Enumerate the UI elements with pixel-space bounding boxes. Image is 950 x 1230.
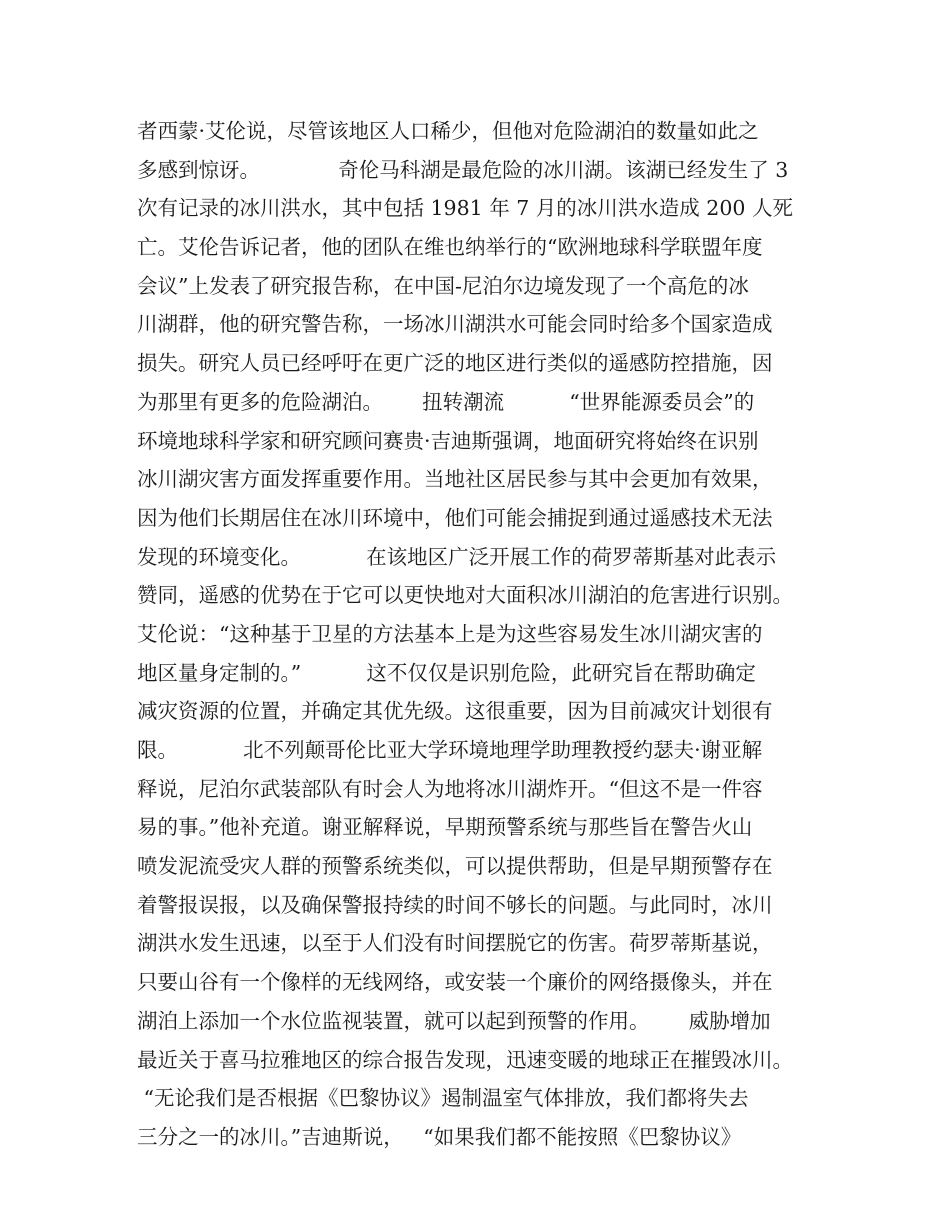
text-line: 艾伦说：“这种基于卫星的方法基本上是为这些容易发生冰川湖灾害的 <box>137 621 763 646</box>
text-line: 亡。艾伦告诉记者，他的团队在维也纳举行的“欧洲地球科学联盟年度 <box>137 235 763 260</box>
text-line: 最近关于喜马拉雅地区的综合报告发现，迅速变暖的地球正在摧毁冰川。 <box>137 1047 793 1072</box>
text-line: 只要山谷有一个像样的无线网络，或安装一个廉价的网络摄像头，并在 <box>137 970 773 995</box>
text-line: 易的事。”他补充道。谢亚解释说，早期预警系统与那些旨在警告火山 <box>137 815 753 840</box>
text-line: 三分之一的冰川。”吉迪斯说， “如果我们都不能按照《巴黎协议》 <box>137 1124 742 1149</box>
text-line: 湖泊上添加一个水位监视装置，就可以起到预警的作用。 威胁增加 <box>137 1008 771 1033</box>
article-body <box>137 112 837 1157</box>
text-line: “无论我们是否根据《巴黎协议》遏制温室气体排放，我们都将失去 <box>137 1086 749 1111</box>
text-line: 着警报误报，以及确保警报持续的时间不够长的问题。与此同时，冰川 <box>137 892 773 917</box>
text-line: 川湖群，他的研究警告称，一场冰川湖洪水可能会同时给多个国家造成 <box>137 312 773 337</box>
text-line: 湖洪水发生迅速，以至于人们没有时间摆脱它的伤害。荷罗蒂斯基说， <box>137 931 773 956</box>
text-line: 会议”上发表了研究报告称，在中国-尼泊尔边境发现了一个高危的冰 <box>137 273 749 298</box>
text-line: 释说，尼泊尔武装部队有时会人为地将冰川湖炸开。“但这不是一件容 <box>137 776 763 801</box>
text-line: 赞同，遥感的优势在于它可以更快地对大面积冰川湖泊的危害进行识别。 <box>137 583 793 608</box>
text-line: 为那里有更多的危险湖泊。 扭转潮流 “世界能源委员会”的 <box>137 389 755 414</box>
text-line: 地区量身定制的。” 这不仅仅是识别危险，此研究旨在帮助确定 <box>137 660 756 685</box>
text-line: 多感到惊讶。 奇伦马科湖是最危险的冰川湖。该湖已经发生了 3 <box>137 157 789 182</box>
text-line: 限。 北不列颠哥伦比亚大学环境地理学助理教授约瑟夫·谢亚解 <box>137 738 763 762</box>
text-line: 减灾资源的位置，并确定其优先级。这很重要，因为目前减灾计划很有 <box>137 699 773 724</box>
text-line: 喷发泥流受灾人群的预警系统类似，可以提供帮助，但是早期预警存在 <box>137 854 773 879</box>
text-line: 发现的环境变化。 在该地区广泛开展工作的荷罗蒂斯基对此表示 <box>137 544 777 569</box>
text-line: 因为他们长期居住在冰川环境中，他们可能会捕捉到通过遥感技术无法 <box>137 505 773 530</box>
text-line: 环境地球科学家和研究顾问赛贵·吉迪斯强调，地面研究将始终在识别 <box>137 428 759 453</box>
text-line: 损失。研究人员已经呼吁在更广泛的地区进行类似的遥感防控措施，因 <box>137 351 773 376</box>
text-line: 者西蒙·艾伦说，尽管该地区人口稀少，但他对危险湖泊的数量如此之 <box>137 119 759 143</box>
text-line: 冰川湖灾害方面发挥重要作用。当地社区居民参与其中会更加有效果， <box>137 467 773 492</box>
text-line: 次有记录的冰川洪水，其中包括 1981 年 7 月的冰川洪水造成 200 人死 <box>137 196 793 221</box>
